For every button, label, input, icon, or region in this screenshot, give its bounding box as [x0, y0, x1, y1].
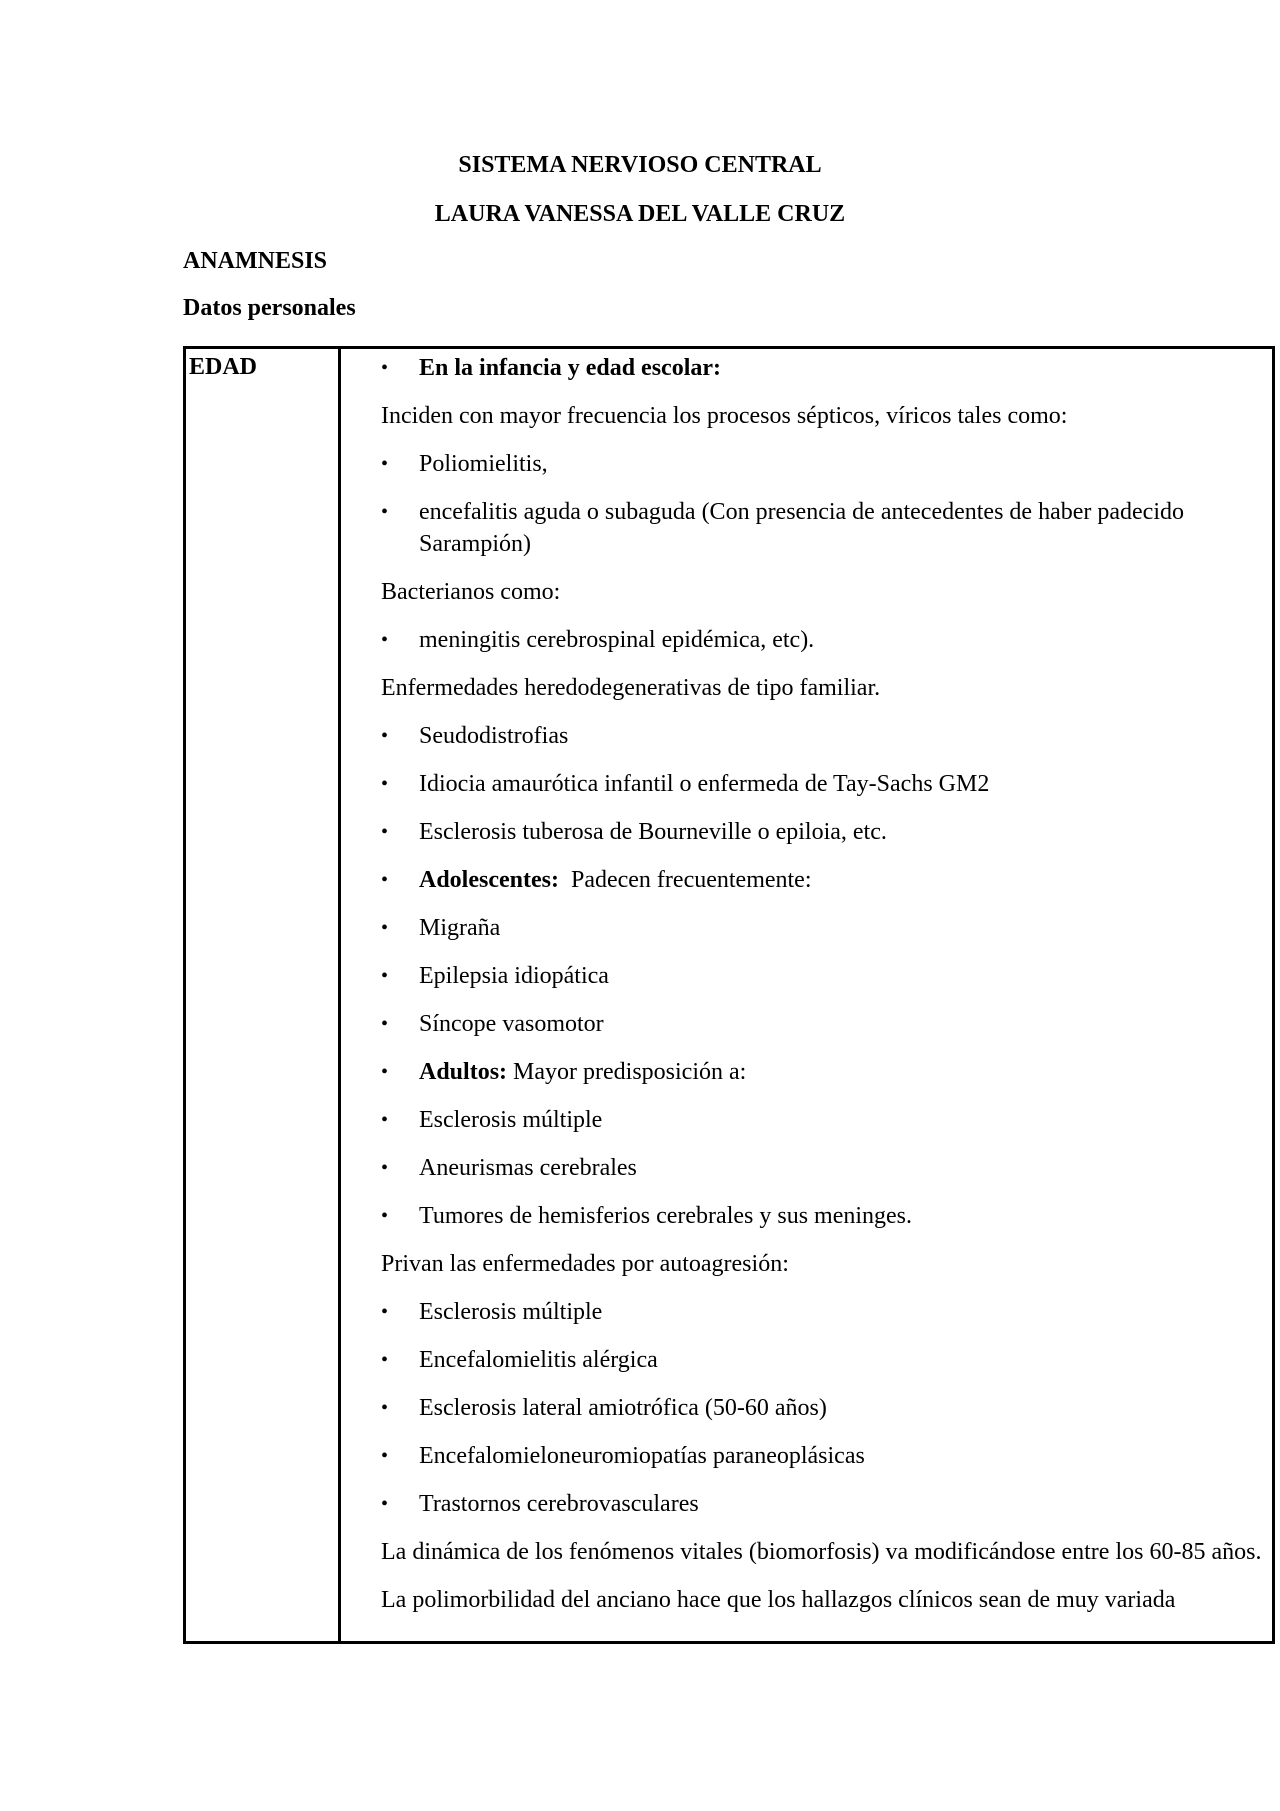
list-item — [381, 448, 1266, 480]
section-heading: ANAMNESIS — [183, 248, 328, 274]
list-item-text: Idiocia amaurótica infantil o enfermeda de Tay-Sachs GM2 — [419, 771, 990, 797]
subsection-heading: Datos personales — [183, 295, 356, 321]
bullet-glyph: • — [381, 1445, 389, 1467]
group-heading-adolescentes: Adolescentes: — [419, 867, 559, 893]
bullet-glyph: • — [381, 869, 389, 891]
bullet-glyph: • — [381, 1301, 389, 1323]
content-cell — [340, 348, 1274, 1643]
bullet-glyph: • — [381, 501, 389, 523]
paragraph: Enfermedades heredodegenerativas de tipo familiar. — [381, 675, 881, 701]
bullet-glyph: • — [381, 1061, 389, 1083]
list-item-text: Tumores de hemisferios cerebrales y sus meninges. — [419, 1203, 913, 1229]
group-heading-adultos: Adultos: — [419, 1059, 508, 1085]
list-item — [381, 1104, 1266, 1136]
list-item — [381, 1392, 1266, 1424]
author-name: LAURA VANESSA DEL VALLE CRUZ — [434, 201, 846, 227]
bullet-glyph: • — [381, 1397, 389, 1419]
bullet-glyph: • — [381, 1109, 389, 1131]
cell-content — [381, 349, 1266, 1616]
table-row — [185, 348, 1274, 1643]
list-item — [381, 1440, 1266, 1472]
bullet-glyph: • — [381, 725, 389, 747]
bullet-glyph: • — [381, 821, 389, 843]
list-item — [381, 864, 1266, 896]
list-item-text: Esclerosis múltiple — [419, 1107, 603, 1133]
list-item-text: Esclerosis lateral amiotrófica (50-60 años) — [419, 1395, 827, 1421]
age-label: EDAD — [189, 354, 258, 380]
list-item-text: Síncope vasomotor — [419, 1011, 604, 1037]
list-item — [381, 1200, 1266, 1232]
list-item-text: Migraña — [419, 915, 501, 941]
list-item — [381, 496, 1266, 560]
paragraph: La polimorbilidad del anciano hace que los hallazgos clínicos sean de muy variada — [381, 1587, 1176, 1613]
list-item-text: Padecen frecuentemente: — [558, 867, 812, 893]
list-item — [381, 720, 1266, 752]
bullet-glyph: • — [381, 1205, 389, 1227]
bullet-glyph: • — [381, 453, 389, 475]
list-item — [381, 1296, 1266, 1328]
list-item — [381, 816, 1266, 848]
list-item-text: Poliomielitis, — [419, 451, 548, 477]
list-item — [381, 1008, 1266, 1040]
bullet-glyph: • — [381, 1493, 389, 1515]
bullet-glyph: • — [381, 773, 389, 795]
list-item-text: Encefalomieloneuromiopatías paraneoplásicas — [419, 1443, 865, 1469]
bullet-glyph: • — [381, 965, 389, 987]
list-item — [381, 1344, 1266, 1376]
list-item-text: Aneurismas cerebrales — [419, 1155, 637, 1181]
list-item — [381, 960, 1266, 992]
list-item — [381, 1488, 1266, 1520]
list-item — [381, 352, 1266, 384]
bullet-glyph: • — [381, 1013, 389, 1035]
list-item — [381, 1056, 1266, 1088]
paragraph: Inciden con mayor frecuencia los procesos sépticos, víricos tales como: — [381, 403, 1068, 429]
list-item-text: Seudodistrofias — [419, 723, 569, 749]
document-title: SISTEMA NERVIOSO CENTRAL — [458, 152, 822, 178]
list-item — [381, 624, 1266, 656]
list-item-text: Trastornos cerebrovasculares — [419, 1491, 699, 1517]
list-item — [381, 1152, 1266, 1184]
list-item-text: meningitis cerebrospinal epidémica, etc). — [419, 627, 815, 653]
bullet-glyph: • — [381, 357, 389, 379]
bullet-glyph: • — [381, 1349, 389, 1371]
bullet-glyph: • — [381, 917, 389, 939]
label-cell — [185, 348, 340, 1643]
list-item-text: Epilepsia idiopática — [419, 963, 609, 989]
paragraph: Bacterianos como: — [381, 579, 561, 605]
paragraph: La dinámica de los fenómenos vitales (biomorfosis) va modificándose entre los 60-85 años. — [381, 1539, 1262, 1565]
group-heading-infancia: En la infancia y edad escolar: — [419, 355, 722, 381]
list-item-text: Encefalomielitis alérgica — [419, 1347, 658, 1373]
list-item — [381, 768, 1266, 800]
list-item-text: Esclerosis múltiple — [419, 1299, 603, 1325]
personal-data-table — [183, 346, 1275, 1644]
list-item-text: Esclerosis tuberosa de Bourneville o epiloia, etc. — [419, 819, 887, 845]
list-item-text: Mayor predisposición a: — [507, 1059, 747, 1085]
bullet-glyph: • — [381, 629, 389, 651]
list-item-text: encefalitis aguda o subaguda (Con presencia de antecedentes de haber padecido Sarampión) — [419, 499, 1184, 557]
paragraph: Privan las enfermedades por autoagresión: — [381, 1251, 789, 1277]
list-item — [381, 912, 1266, 944]
bullet-glyph: • — [381, 1157, 389, 1179]
